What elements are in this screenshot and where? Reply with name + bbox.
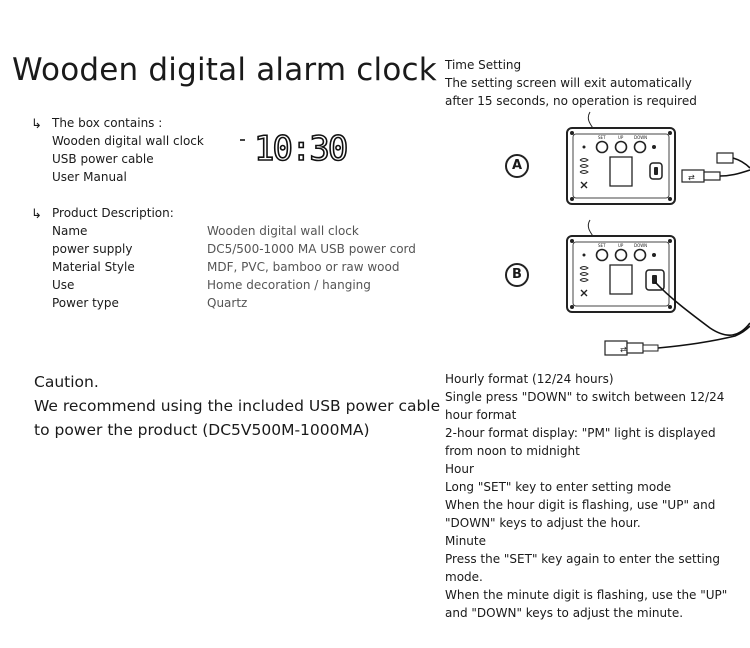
caution-line: We recommend using the included USB power cable [34, 397, 441, 415]
label-b-badge: B [505, 263, 529, 287]
arrow-icon: ↳ [31, 207, 42, 222]
page-title: Wooden digital alarm clock [12, 52, 437, 88]
product-heading: Product Description: [52, 206, 174, 220]
set-button-label: SET [598, 243, 606, 248]
spec-label: power supply [52, 242, 133, 256]
spec-label: Power type [52, 296, 119, 310]
spec-value: Quartz [207, 296, 248, 310]
clock-back-diagram-a [560, 110, 750, 210]
spec-label: Material Style [52, 260, 135, 274]
arrow-icon: ↳ [31, 117, 42, 132]
time-setting-heading: Time Setting [445, 58, 522, 72]
spec-value: Home decoration / hanging [207, 278, 371, 292]
instruction-line: 2-hour format display: "PM" light is displayed [445, 426, 716, 440]
instruction-line: "DOWN" keys to adjust the hour. [445, 516, 641, 530]
instruction-line: Hourly format (12/24 hours) [445, 372, 614, 386]
instruction-line: Long "SET" key to enter setting mode [445, 480, 672, 494]
instruction-line: and "DOWN" keys to adjust the minute. [445, 606, 684, 620]
instruction-line: When the minute digit is flashing, use the "UP" [445, 588, 728, 602]
usb-icon: ⇄ [688, 173, 695, 182]
down-button-label: DOWN [634, 243, 648, 248]
up-button-label: UP [618, 243, 624, 248]
spec-value: MDF, PVC, bamboo or raw wood [207, 260, 400, 274]
box-item: Wooden digital wall clock [52, 134, 204, 148]
instruction-line: mode. [445, 570, 483, 584]
caution-block [34, 370, 440, 442]
up-button-label: UP [618, 135, 624, 140]
caution-heading: Caution. [34, 373, 99, 391]
spec-value: DC5/500-1000 MA USB power cord [207, 242, 416, 256]
spec-value: Wooden digital wall clock [207, 224, 359, 238]
box-item: User Manual [52, 170, 127, 184]
time-setting-line: The setting screen will exit automatically [445, 76, 692, 90]
instruction-line: Minute [445, 534, 486, 548]
clock-digits: 10:30 [254, 129, 347, 169]
down-button-label: DOWN [634, 135, 648, 140]
box-heading: The box contains : [52, 116, 163, 130]
time-setting-block [445, 56, 697, 110]
instruction-line: Press the "SET" key again to enter the setting [445, 552, 720, 566]
spec-label: Name [52, 224, 88, 238]
instruction-line: Hour [445, 462, 474, 476]
caution-line: to power the product (DC5V500M-1000MA) [34, 421, 370, 439]
instruction-line: hour format [445, 408, 517, 422]
set-button-label: SET [598, 135, 606, 140]
spec-label: Use [52, 278, 75, 292]
box-item: USB power cable [52, 152, 154, 166]
instructions-block [445, 370, 745, 622]
instruction-line: When the hour digit is flashing, use "UP" and [445, 498, 716, 512]
instruction-line: Single press "DOWN" to switch between 12/24 [445, 390, 725, 404]
clock-display [252, 128, 347, 169]
label-a-badge: A [505, 154, 529, 178]
instruction-line: from noon to midnight [445, 444, 580, 458]
usb-icon: ⇄ [620, 345, 627, 354]
time-setting-line: after 15 seconds, no operation is required [445, 94, 697, 108]
pm-indicator [240, 139, 245, 141]
clock-back-diagram-b [560, 218, 750, 363]
